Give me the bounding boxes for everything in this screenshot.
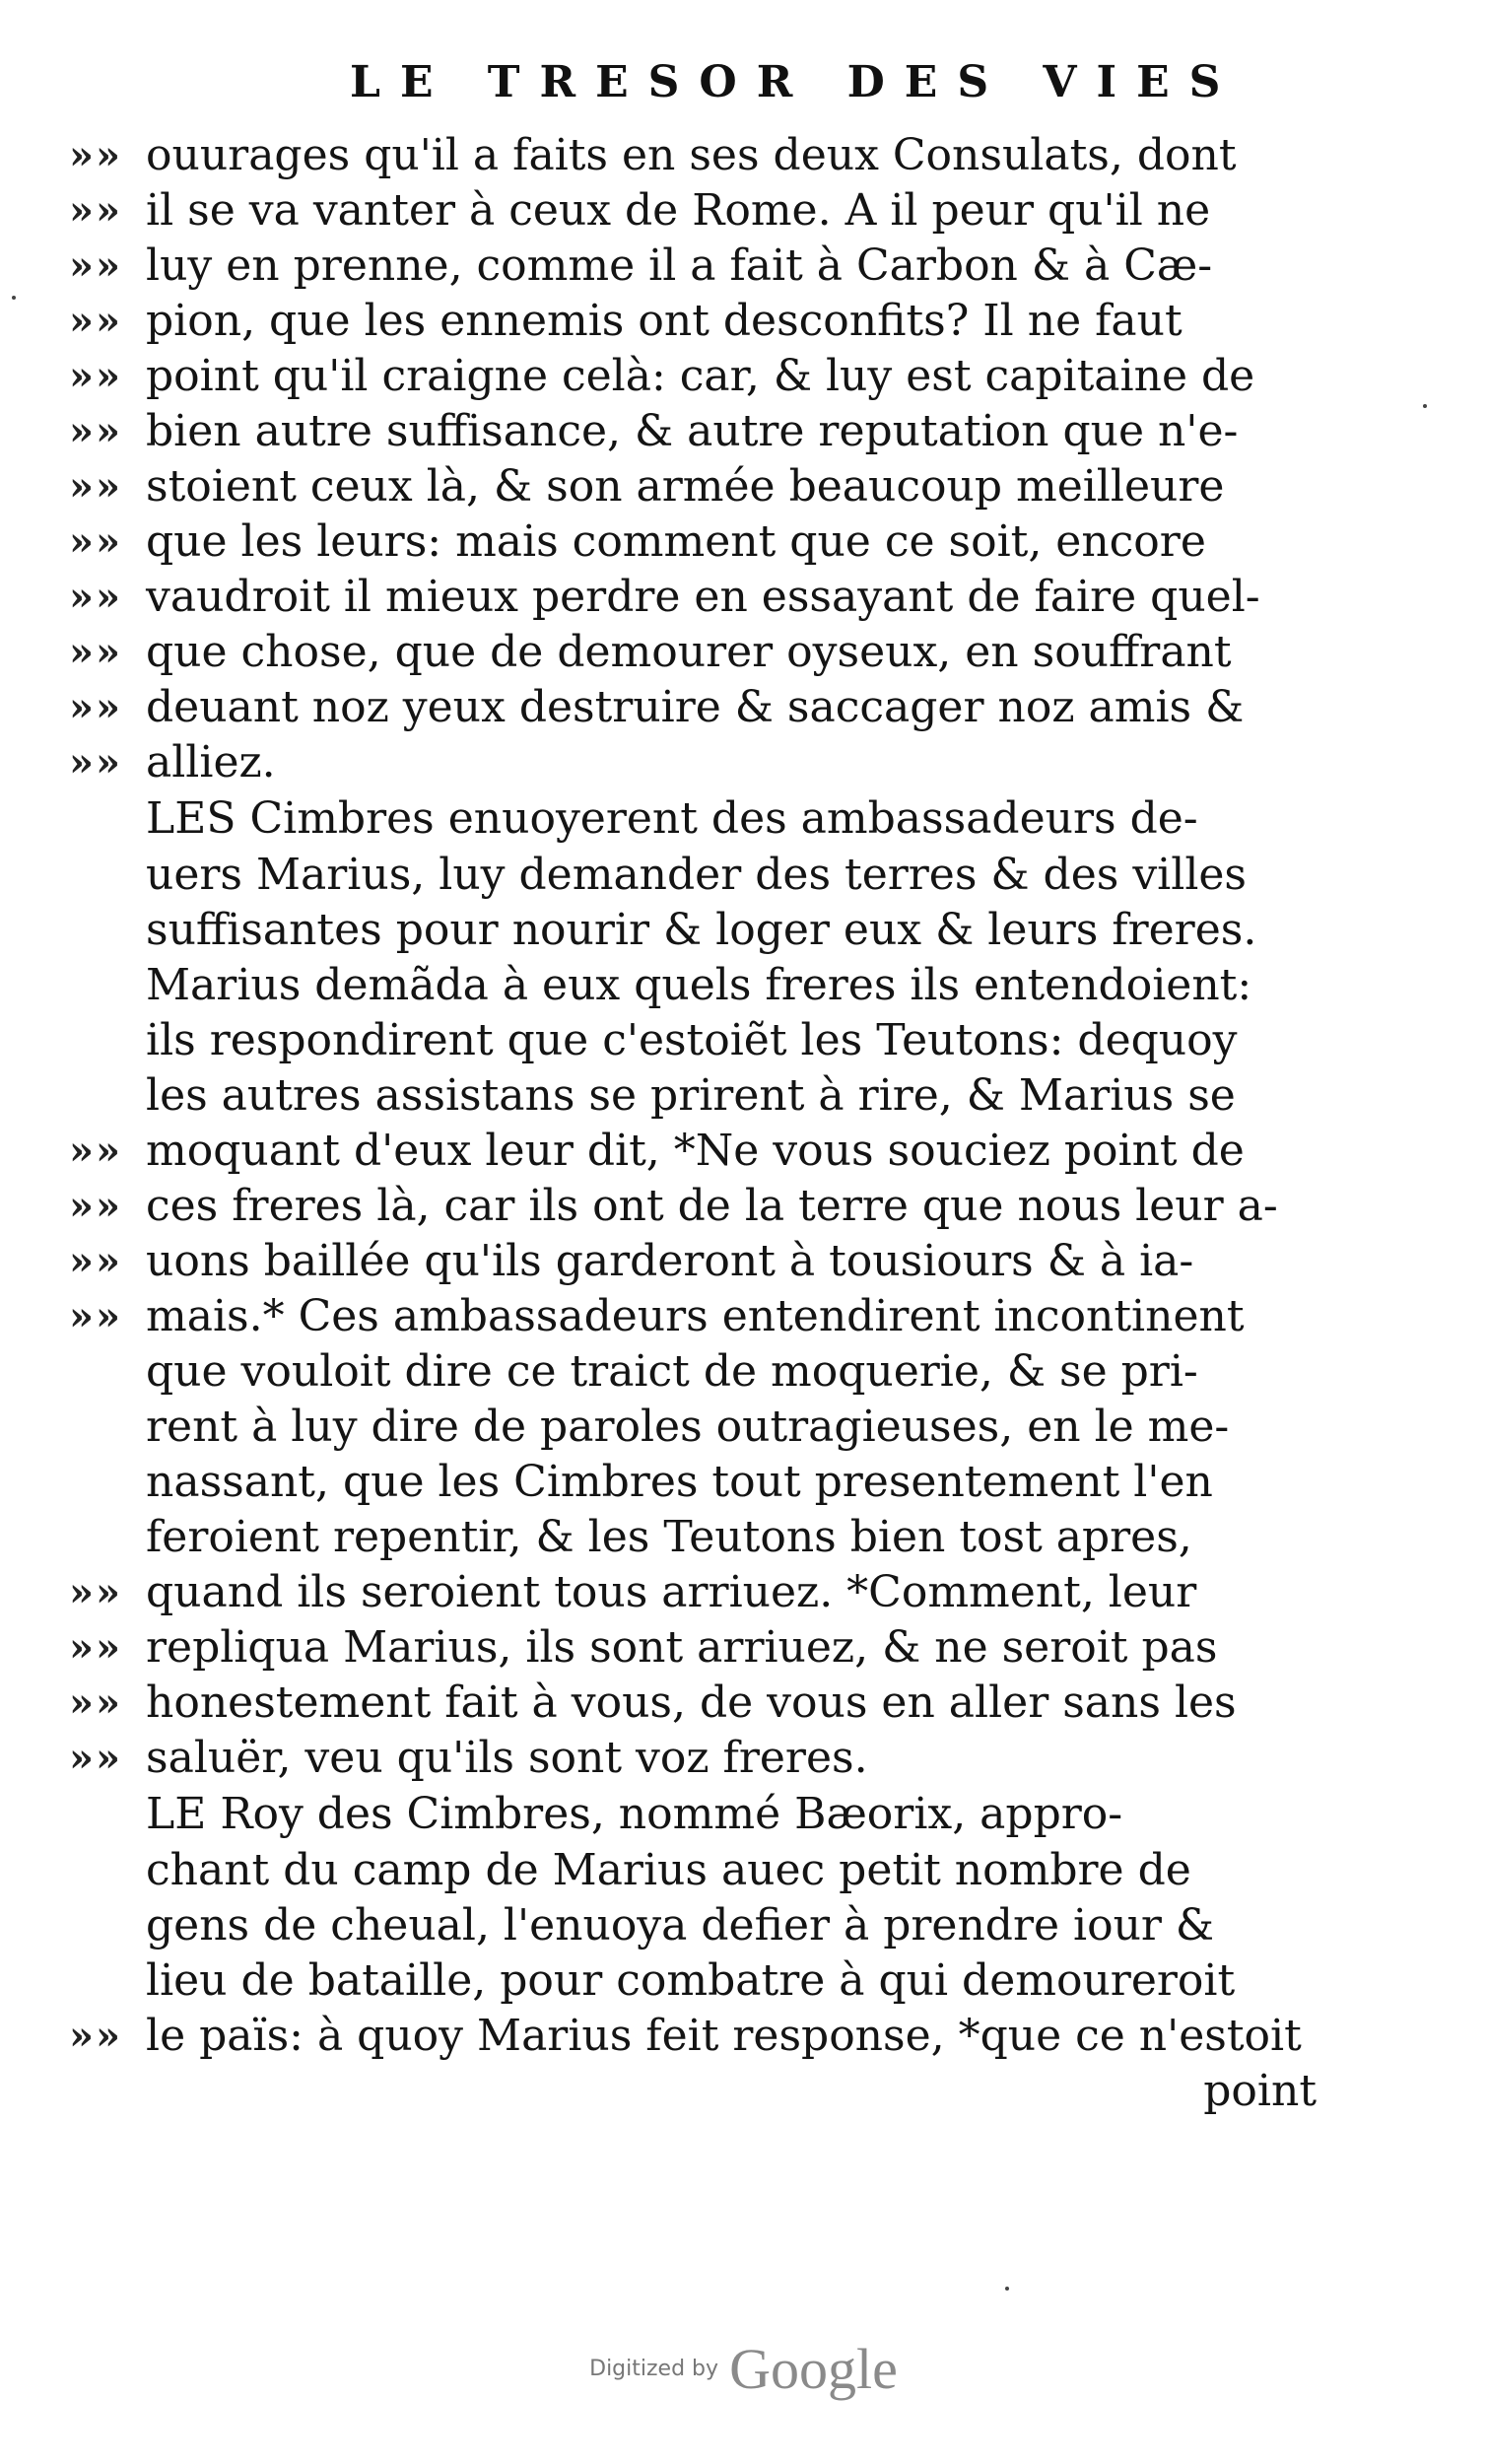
scan-speck <box>1423 404 1427 408</box>
text-line <box>146 958 1348 1013</box>
text-line <box>69 404 1348 459</box>
text-line <box>146 1510 1348 1565</box>
text-line <box>146 1344 1348 1400</box>
text-line <box>69 1124 1348 1179</box>
text-line <box>69 349 1348 404</box>
line-text: que les leurs: mais comment que ce soit, encore <box>146 516 1206 567</box>
quotation-marker: »» <box>69 298 122 344</box>
text-line <box>69 1179 1348 1234</box>
line-text: LES Cimbres enuoyerent des ambassadeurs de- <box>146 793 1198 844</box>
text-line <box>146 1953 1348 2009</box>
line-text: honestement fait à vous, de vous en aller sans les <box>146 1677 1237 1728</box>
quotation-marker: »» <box>69 1679 122 1726</box>
line-text: il se va vanter à ceux de Rome. A il peur qu'il ne <box>146 185 1211 236</box>
digitized-by-google <box>0 2336 1487 2402</box>
quotation-marker: »» <box>69 1569 122 1615</box>
digitized-label: Digitized by <box>589 2357 719 2381</box>
line-text: repliqua Marius, ils sont arriuez, & ne seroit pas <box>146 1622 1218 1673</box>
scan-speck <box>1005 2287 1009 2291</box>
line-text: mais.* Ces ambassadeurs entendirent incontinent <box>146 1291 1245 1341</box>
quotation-marker: »» <box>69 353 122 399</box>
text-line <box>69 1676 1348 1731</box>
line-text: alliez. <box>146 737 276 787</box>
quotation-marker: »» <box>69 1238 122 1284</box>
line-text: stoient ceux là, & son armée beaucoup meilleure <box>146 461 1225 512</box>
line-text: luy en prenne, comme il a fait à Carbon & à Cæ- <box>146 240 1213 291</box>
line-text: ils respondirent que c'estoiẽt les Teutons: dequoy <box>146 1015 1238 1065</box>
paragraph-first-line <box>146 1786 1348 1843</box>
text-line <box>146 1455 1348 1510</box>
text-line <box>146 903 1348 958</box>
line-text: bien autre suffisance, & autre reputation que n'e- <box>146 406 1239 456</box>
text-line <box>146 1898 1348 1953</box>
line-text: que chose, que de demourer oyseux, en souffrant <box>146 627 1232 677</box>
text-line <box>69 625 1348 680</box>
quotation-marker: »» <box>69 2013 122 2059</box>
text-lines <box>69 128 1348 2064</box>
paragraph-first-line <box>146 790 1348 848</box>
text-line <box>69 183 1348 239</box>
text-line <box>69 735 1348 790</box>
text-line <box>69 1289 1348 1344</box>
text-line <box>69 1620 1348 1676</box>
body-text <box>69 128 1348 2119</box>
quotation-marker: »» <box>69 1735 122 1781</box>
text-line <box>69 1234 1348 1289</box>
line-text: rent à luy dire de paroles outragieuses, en le me- <box>146 1402 1230 1452</box>
line-text: feroient repentir, & les Teutons bien tost apres, <box>146 1512 1192 1562</box>
scan-speck <box>12 296 16 300</box>
quotation-marker: »» <box>69 187 122 234</box>
line-text: vaudroit il mieux perdre en essayant de faire quel- <box>146 572 1260 622</box>
quotation-marker: »» <box>69 518 122 565</box>
text-line <box>69 239 1348 294</box>
line-text: Marius demãda à eux quels freres ils entendoient: <box>146 960 1252 1010</box>
quotation-marker: »» <box>69 1624 122 1671</box>
line-text: chant du camp de Marius auec petit nombre de <box>146 1845 1191 1895</box>
line-text: LE Roy des Cimbres, nommé Bæorix, appro- <box>146 1789 1123 1839</box>
line-text: suffisantes pour nourir & loger eux & leurs freres. <box>146 905 1257 955</box>
text-line <box>69 570 1348 625</box>
quotation-marker: »» <box>69 463 122 510</box>
text-line <box>146 1400 1348 1455</box>
quotation-marker: »» <box>69 739 122 786</box>
line-text: lieu de bataille, pour combatre à qui demoureroit <box>146 1955 1236 2006</box>
quotation-marker: »» <box>69 629 122 675</box>
line-text: les autres assistans se prirent à rire, & Marius se <box>146 1070 1236 1121</box>
quotation-marker: »» <box>69 1128 122 1174</box>
line-text: le païs: à quoy Marius feit response, *que ce n'estoit <box>146 2011 1302 2061</box>
text-line <box>146 1013 1348 1068</box>
text-line <box>69 514 1348 570</box>
line-text: gens de cheual, l'enuoya defier à prendre iour & <box>146 1900 1215 1951</box>
quotation-marker: »» <box>69 132 122 178</box>
line-text: ouurages qu'il a faits en ses deux Consulats, dont <box>146 130 1237 180</box>
text-line <box>146 1068 1348 1124</box>
text-line <box>69 1565 1348 1620</box>
text-line <box>69 294 1348 349</box>
quotation-marker: »» <box>69 408 122 454</box>
line-text: quand ils seroient tous arriuez. *Comment, leur <box>146 1567 1197 1617</box>
text-line <box>146 1843 1348 1898</box>
line-text: point qu'il craigne celà: car, & luy est capitaine de <box>146 351 1255 401</box>
text-line <box>69 2009 1348 2064</box>
quotation-marker: »» <box>69 574 122 620</box>
catchword-text: point <box>1203 2066 1317 2116</box>
line-text: moquant d'eux leur dit, *Ne vous souciez point de <box>146 1126 1245 1176</box>
quotation-marker: »» <box>69 242 122 289</box>
quotation-marker: »» <box>69 1293 122 1339</box>
line-text: uers Marius, luy demander des terres & des villes <box>146 850 1248 900</box>
quotation-marker: »» <box>69 1183 122 1229</box>
line-text: nassant, que les Cimbres tout presentement l'en <box>146 1457 1213 1507</box>
line-text: que vouloit dire ce traict de moquerie, & se pri- <box>146 1346 1198 1397</box>
catchword <box>146 2064 1348 2119</box>
quotation-marker: »» <box>69 684 122 730</box>
text-line <box>69 1731 1348 1786</box>
line-text: uons baillée qu'ils garderont à tousiours & à ia- <box>146 1236 1194 1286</box>
text-line <box>69 680 1348 735</box>
line-text: deuant noz yeux destruire & saccager noz amis & <box>146 682 1245 732</box>
text-line <box>69 128 1348 183</box>
line-text: ces freres là, car ils ont de la terre que nous leur a- <box>146 1181 1278 1231</box>
line-text: saluër, veu qu'ils sont voz freres. <box>146 1733 868 1783</box>
google-logo: Google <box>729 2337 898 2401</box>
line-text: pion, que les ennemis ont desconfits? Il ne faut <box>146 296 1183 346</box>
text-line <box>69 459 1348 514</box>
text-line <box>146 848 1348 903</box>
running-head: LE TRESOR DES VIES <box>350 57 1241 107</box>
